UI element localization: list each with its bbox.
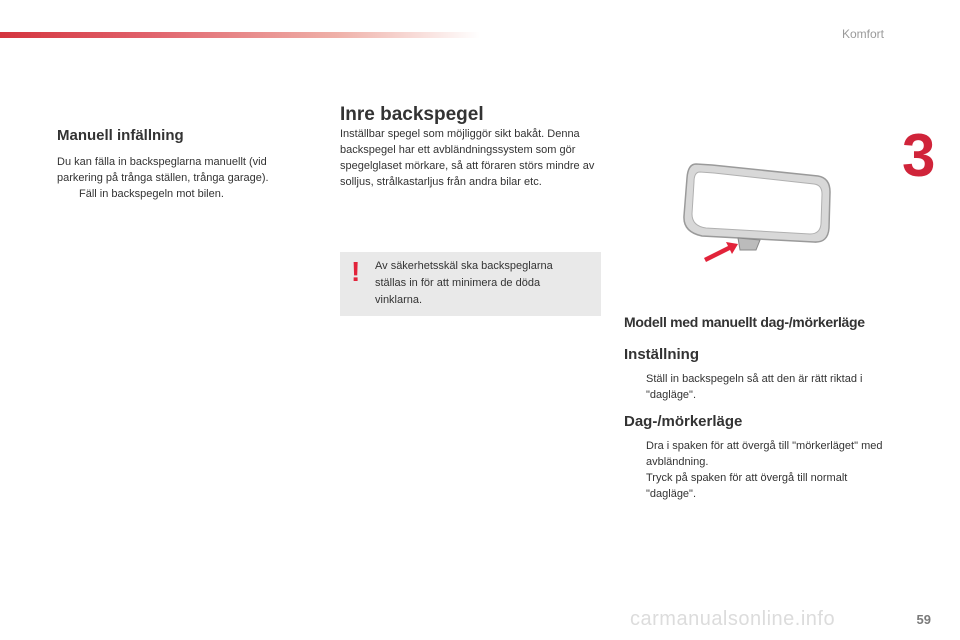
page-number: 59 <box>916 612 931 627</box>
rear-mirror-illustration <box>682 158 832 262</box>
installning-title: Inställning <box>624 346 699 363</box>
manuell-section <box>57 127 307 202</box>
list-item-text: Dra i spaken för att övergå till "mörkerläget" med avbländning. <box>646 440 883 468</box>
watermark: carmanualsonline.info <box>630 608 836 630</box>
list-item <box>624 438 896 470</box>
bullet-icon <box>624 438 646 470</box>
dag-title: Dag-/mörkerläge <box>624 413 743 430</box>
manuell-text: Du kan fälla in backspeglarna manuellt (vid parkering på trånga ställen, trånga garage). <box>57 156 269 184</box>
warning-text: Av säkerhetsskäl ska backspeglarna ställas in för att minimera de döda vinklarna. <box>375 260 553 306</box>
modell-section <box>624 314 896 502</box>
manuell-title: Manuell infällning <box>57 127 184 144</box>
bullet-icon <box>57 186 79 202</box>
bullet-icon <box>624 371 646 403</box>
list-item-text: Fäll in backspegeln mot bilen. <box>79 188 224 200</box>
list-item <box>624 470 896 502</box>
warning-box <box>340 252 601 316</box>
modell-title: Modell med manuellt dag-/mörkerläge <box>624 314 865 330</box>
list-item-text: Ställ in backspegeln så att den är rätt riktad i "dagläge". <box>646 373 863 401</box>
warning-icon: ! <box>351 256 361 287</box>
inre-section <box>340 104 602 190</box>
list-item <box>624 371 896 403</box>
list-item-text: Tryck på spaken för att övergå till normalt "dagläge". <box>646 472 848 500</box>
top-accent-bar <box>0 32 480 38</box>
chapter-number: 3 <box>902 122 936 189</box>
bullet-icon <box>624 470 646 502</box>
list-item <box>57 186 307 202</box>
inre-title: Inre backspegel <box>340 104 484 125</box>
inre-text: Inställbar spegel som möjliggör sikt bakåt. Denna backspegel har ett avbländningssystem som gör spegelglaset mörkare, så att föraren störs mindre av solljus, strålkastarljus från andra bilar etc. <box>340 128 595 188</box>
section-title: Komfort <box>841 27 884 41</box>
